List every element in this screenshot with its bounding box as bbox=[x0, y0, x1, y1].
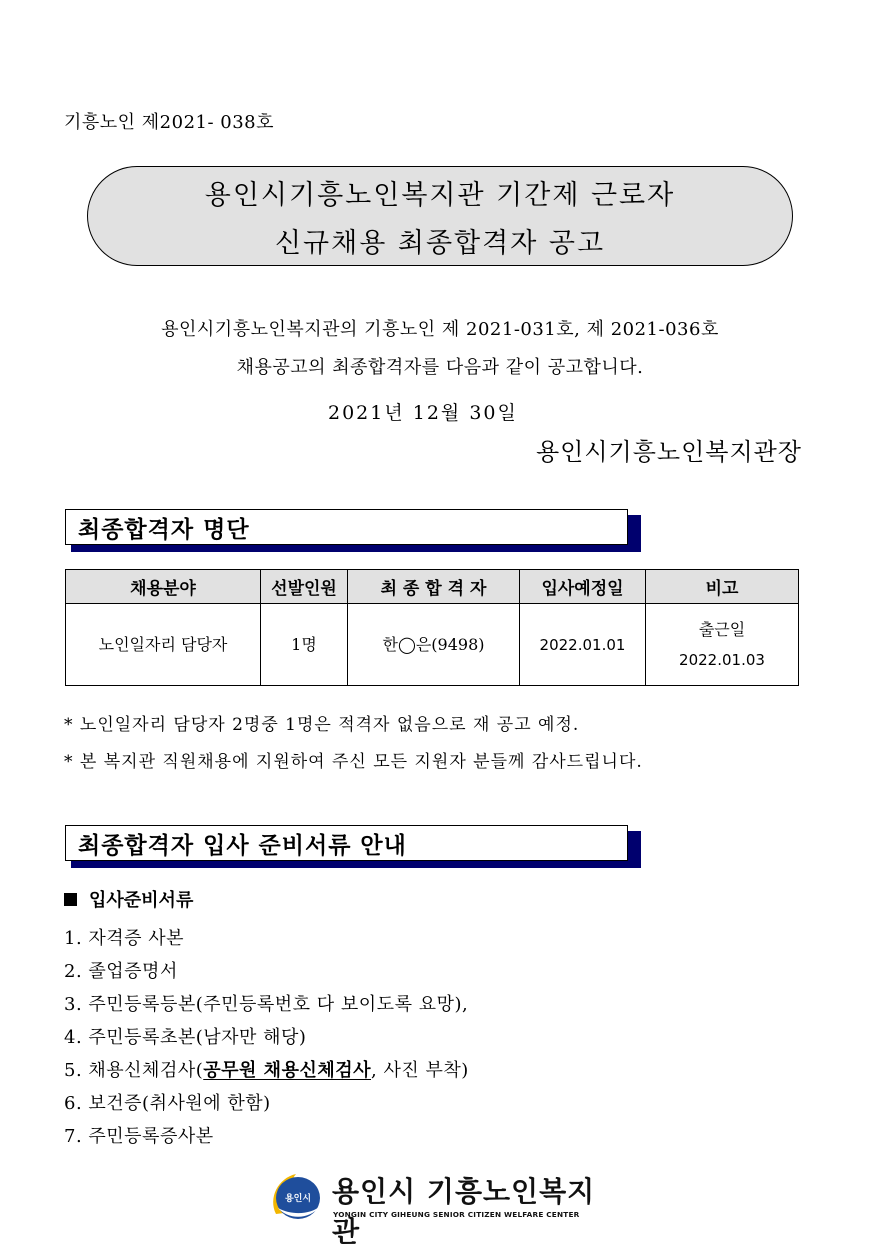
table-header-row bbox=[66, 570, 799, 604]
final-candidates-table bbox=[65, 569, 799, 686]
list-item: 2. 졸업증명서 bbox=[64, 961, 178, 982]
header-field: 채용분야 bbox=[66, 570, 261, 604]
remark-date: 2022.01.03 bbox=[679, 650, 765, 669]
signer: 용인시기흥노인복지관장 bbox=[535, 438, 802, 466]
documents-subheading-label: 입사준비서류 bbox=[89, 890, 194, 911]
section-header-documents bbox=[65, 825, 640, 865]
square-bullet-icon bbox=[64, 893, 77, 906]
cell-count: 1명 bbox=[261, 604, 348, 686]
section-header-final-list bbox=[65, 509, 640, 549]
cell-field: 노인일자리 담당자 bbox=[66, 604, 261, 686]
title-line-1: 용인시기흥노인복지관 기간제 근로자 bbox=[204, 180, 676, 211]
title-line-2: 신규채용 최종합격자 공고 bbox=[274, 228, 606, 259]
required-documents-list bbox=[64, 922, 469, 1153]
item-text-pre: 5. 채용신체검사( bbox=[64, 1060, 204, 1081]
logo-english-name: YONGIN CITY GIHEUNG SENIOR CITIZEN WELFARE CENTER bbox=[333, 1210, 580, 1219]
list-item: 6. 보건증(취사원에 한함) bbox=[64, 1093, 271, 1114]
note-thanks: * 본 복지관 직원채용에 지원하여 주신 모든 지원자 분들께 감사드립니다. bbox=[64, 752, 643, 772]
documents-subheading bbox=[64, 886, 193, 912]
item-text-emphasis: 공무원 채용신체검사 bbox=[203, 1060, 372, 1081]
list-item: 3. 주민등록등본(주민등록번호 다 보이도록 요망), bbox=[64, 994, 469, 1015]
document-number: 기흥노인 제2021- 038호 bbox=[64, 112, 275, 133]
header-candidate: 최 종 합 격 자 bbox=[348, 570, 520, 604]
intro-line-2: 채용공고의 최종합격자를 다음과 같이 공고합니다. bbox=[236, 357, 644, 378]
yongin-city-emblem-icon bbox=[266, 1168, 324, 1226]
section-title: 최종합격자 명단 bbox=[78, 517, 250, 543]
title-banner bbox=[87, 166, 793, 266]
remark-label: 출근일 bbox=[698, 619, 746, 639]
cell-remark bbox=[646, 604, 799, 686]
logo-name: 용인시 기흥노인복지관 bbox=[332, 1175, 596, 1248]
list-item: 1. 자격증 사본 bbox=[64, 928, 185, 949]
cell-start-date: 2022.01.01 bbox=[520, 604, 646, 686]
header-start-date: 입사예정일 bbox=[520, 570, 646, 604]
table-row bbox=[66, 604, 799, 686]
list-item: 7. 주민등록증사본 bbox=[64, 1126, 214, 1147]
list-item: 4. 주민등록초본(남자만 해당) bbox=[64, 1027, 307, 1048]
center-logo bbox=[266, 1168, 606, 1248]
emblem-text: 용인시 bbox=[284, 1194, 312, 1204]
header-remark: 비고 bbox=[646, 570, 799, 604]
cell-candidate: 한◯은(9498) bbox=[348, 604, 520, 686]
announcement-date: 2021년 12월 30일 bbox=[328, 402, 518, 424]
list-item bbox=[64, 1054, 469, 1087]
intro-line-1: 용인시기흥노인복지관의 기흥노인 제 2021-031호, 제 2021-036호 bbox=[161, 319, 719, 340]
note-reannouncement: * 노인일자리 담당자 2명중 1명은 적격자 없음으로 재 공고 예정. bbox=[64, 715, 580, 735]
section-title: 최종합격자 입사 준비서류 안내 bbox=[78, 833, 407, 859]
header-count: 선발인원 bbox=[261, 570, 348, 604]
item-text-post: , 사진 부착) bbox=[371, 1060, 469, 1081]
